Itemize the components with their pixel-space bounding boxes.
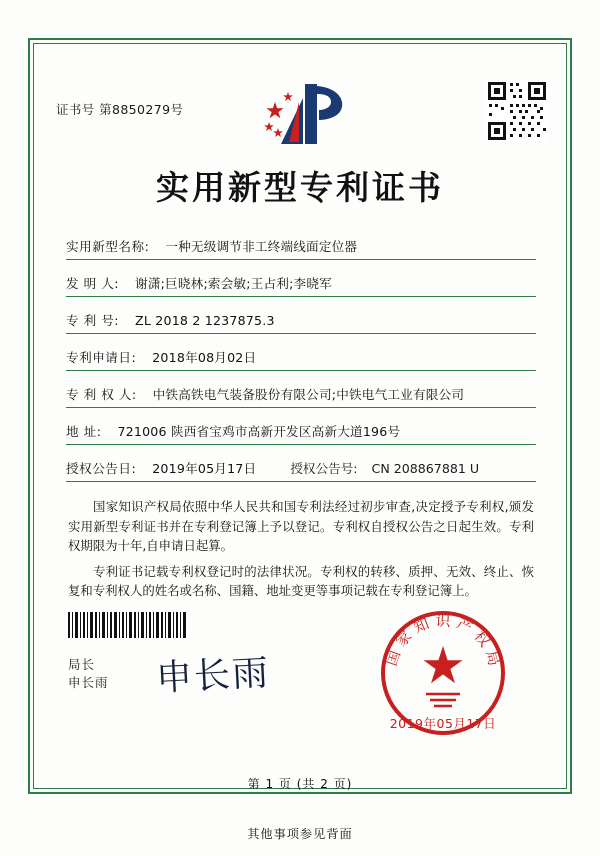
field-row: [66, 239, 536, 260]
field-value: 2018年08月02日: [152, 350, 257, 365]
legal-paragraphs: [46, 497, 554, 601]
paragraph: 国家知识产权局依照中华人民共和国专利法经过初步审查,决定授予专利权,颁发实用新型专利证书并在专利登记簿上予以登记。专利权自授权公告之日起生效。专利权期限为十年,自申请日起算。: [68, 499, 534, 553]
field-label: 发 明 人:: [66, 276, 120, 291]
field-row: [66, 276, 536, 297]
field-row-dual: [66, 461, 536, 482]
svg-text:国家知识产权局: 国家知识产权局: [382, 611, 505, 673]
field-label: 地 址:: [66, 424, 102, 439]
qr-code-icon: [486, 80, 548, 142]
field-value-grant-date: 2019年05月17日: [152, 461, 257, 476]
certificate-header: [46, 58, 554, 144]
handwritten-signature: 申长雨: [155, 652, 272, 700]
field-label: 专 利 号:: [66, 313, 120, 328]
cnipa-logo-icon: [245, 80, 355, 150]
barcode-icon: [68, 612, 188, 638]
director-name: 申长雨: [68, 675, 109, 690]
paragraph: 专利证书记载专利权登记时的法律状况。专利权的转移、质押、无效、终止、恢复和专利权人的姓名或名称、国籍、地址变更等事项记载在专利登记簿上。: [68, 563, 534, 598]
field-row: [66, 350, 536, 371]
field-label-grant-no: 授权公告号:: [290, 461, 358, 476]
field-value: 721006 陕西省宝鸡市高新开发区高新大道196号: [117, 424, 401, 439]
field-row: [66, 387, 536, 408]
certificate-footer: [46, 594, 554, 791]
bottom-note: 其他事项参见背面: [247, 827, 353, 841]
field-value-grant-no: CN 208867881 U: [371, 461, 480, 476]
director-title: 局长: [68, 657, 96, 672]
field-label-grant-date: 授权公告日:: [66, 461, 137, 476]
certificate-content: [46, 58, 554, 791]
field-value: 中铁高铁电气装备股份有限公司;中铁电气工业有限公司: [152, 387, 465, 402]
field-row: [66, 424, 536, 445]
director-label: [68, 656, 109, 692]
document-title: 实用新型专利证书: [156, 168, 444, 207]
field-label: 专利申请日:: [66, 350, 137, 365]
seal-date: 2019年05月17日: [389, 716, 497, 731]
certificate-number: 证书号 第8850279号: [56, 102, 184, 117]
field-value: 一种无级调节非工终端线面定位器: [165, 239, 358, 254]
field-value: 谢潇;巨晓林;索会敏;王占利;李晓军: [135, 276, 332, 291]
field-label: 专 利 权 人:: [66, 387, 137, 402]
field-label: 实用新型名称:: [66, 239, 150, 254]
page-number: 第 1 页 (共 2 页): [247, 777, 353, 791]
field-list: [46, 239, 554, 482]
field-row: [66, 313, 536, 334]
field-value: ZL 2018 2 1237875.3: [135, 313, 275, 328]
